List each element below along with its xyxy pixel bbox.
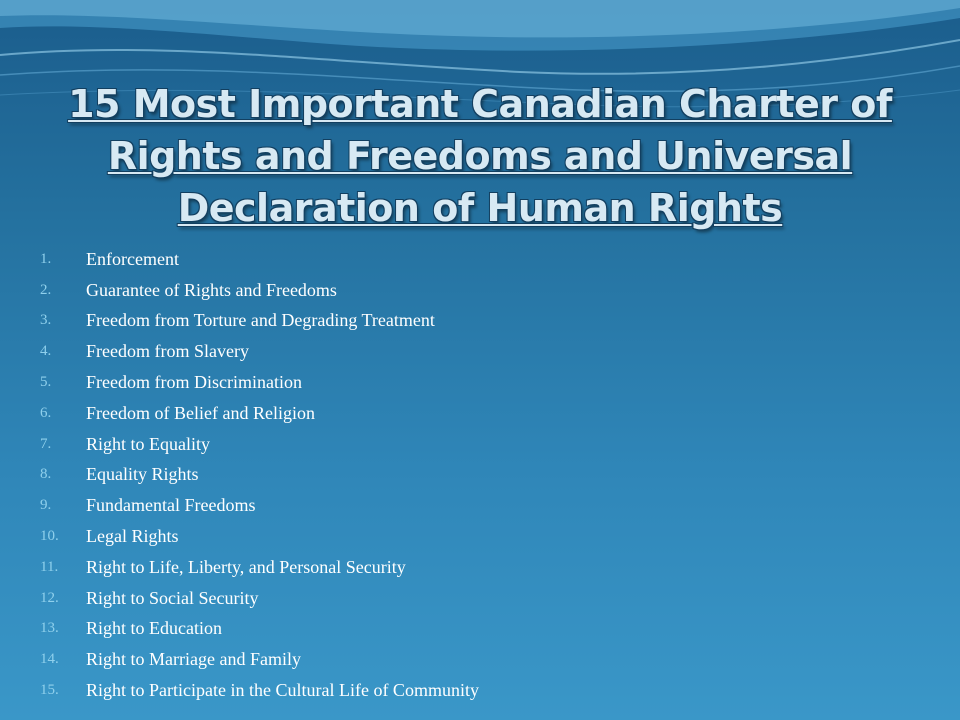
list-text: Freedom from Torture and Degrading Treatment: [86, 310, 435, 331]
list-number: 13.: [40, 620, 59, 637]
list-item: [40, 552, 479, 583]
list-item: [40, 336, 479, 367]
list-number: 8.: [40, 466, 52, 483]
list-item: [40, 306, 479, 337]
list-text: Right to Equality: [86, 433, 210, 454]
list-item: [40, 367, 479, 398]
list-text: Right to Life, Liberty, and Personal Security: [86, 556, 406, 577]
list-item: [40, 675, 479, 706]
list-text: Right to Participate in the Cultural Life of Community: [86, 680, 479, 701]
list-item: [40, 398, 479, 429]
list-number: 2.: [40, 281, 52, 298]
list-item: [40, 460, 479, 491]
list-number: 9.: [40, 497, 52, 514]
list-text: Guarantee of Rights and Freedoms: [86, 279, 337, 300]
list-text: Right to Social Security: [86, 587, 259, 608]
list-number: 12.: [40, 589, 59, 606]
list-text: Right to Education: [86, 618, 222, 639]
list-number: 15.: [40, 682, 59, 699]
list-text: Freedom from Discrimination: [86, 372, 302, 393]
list-item: [40, 614, 479, 645]
list-item: [40, 644, 479, 675]
list-item: [40, 429, 479, 460]
list-item: [40, 583, 479, 614]
list-text: Legal Rights: [86, 526, 179, 547]
list-number: 1.: [40, 250, 52, 267]
rights-list: [40, 244, 479, 706]
list-number: 7.: [40, 435, 52, 452]
list-number: 6.: [40, 404, 52, 421]
list-text: Right to Marriage and Family: [86, 649, 301, 670]
list-text: Freedom of Belief and Religion: [86, 402, 315, 423]
list-item: [40, 490, 479, 521]
list-number: 14.: [40, 651, 59, 668]
list-number: 10.: [40, 528, 59, 545]
list-text: Equality Rights: [86, 464, 199, 485]
list-item: [40, 275, 479, 306]
list-number: 3.: [40, 312, 52, 329]
list-text: Fundamental Freedoms: [86, 495, 256, 516]
list-item: [40, 244, 479, 275]
list-number: 4.: [40, 343, 52, 360]
list-text: Enforcement: [86, 248, 179, 269]
list-number: 11.: [40, 558, 59, 575]
list-item: [40, 521, 479, 552]
list-text: Freedom from Slavery: [86, 341, 249, 362]
list-number: 5.: [40, 374, 52, 391]
slide-title: 15 Most Important Canadian Charter of Rights and Freedoms and Universal Declaration of Human Rights: [68, 82, 892, 230]
